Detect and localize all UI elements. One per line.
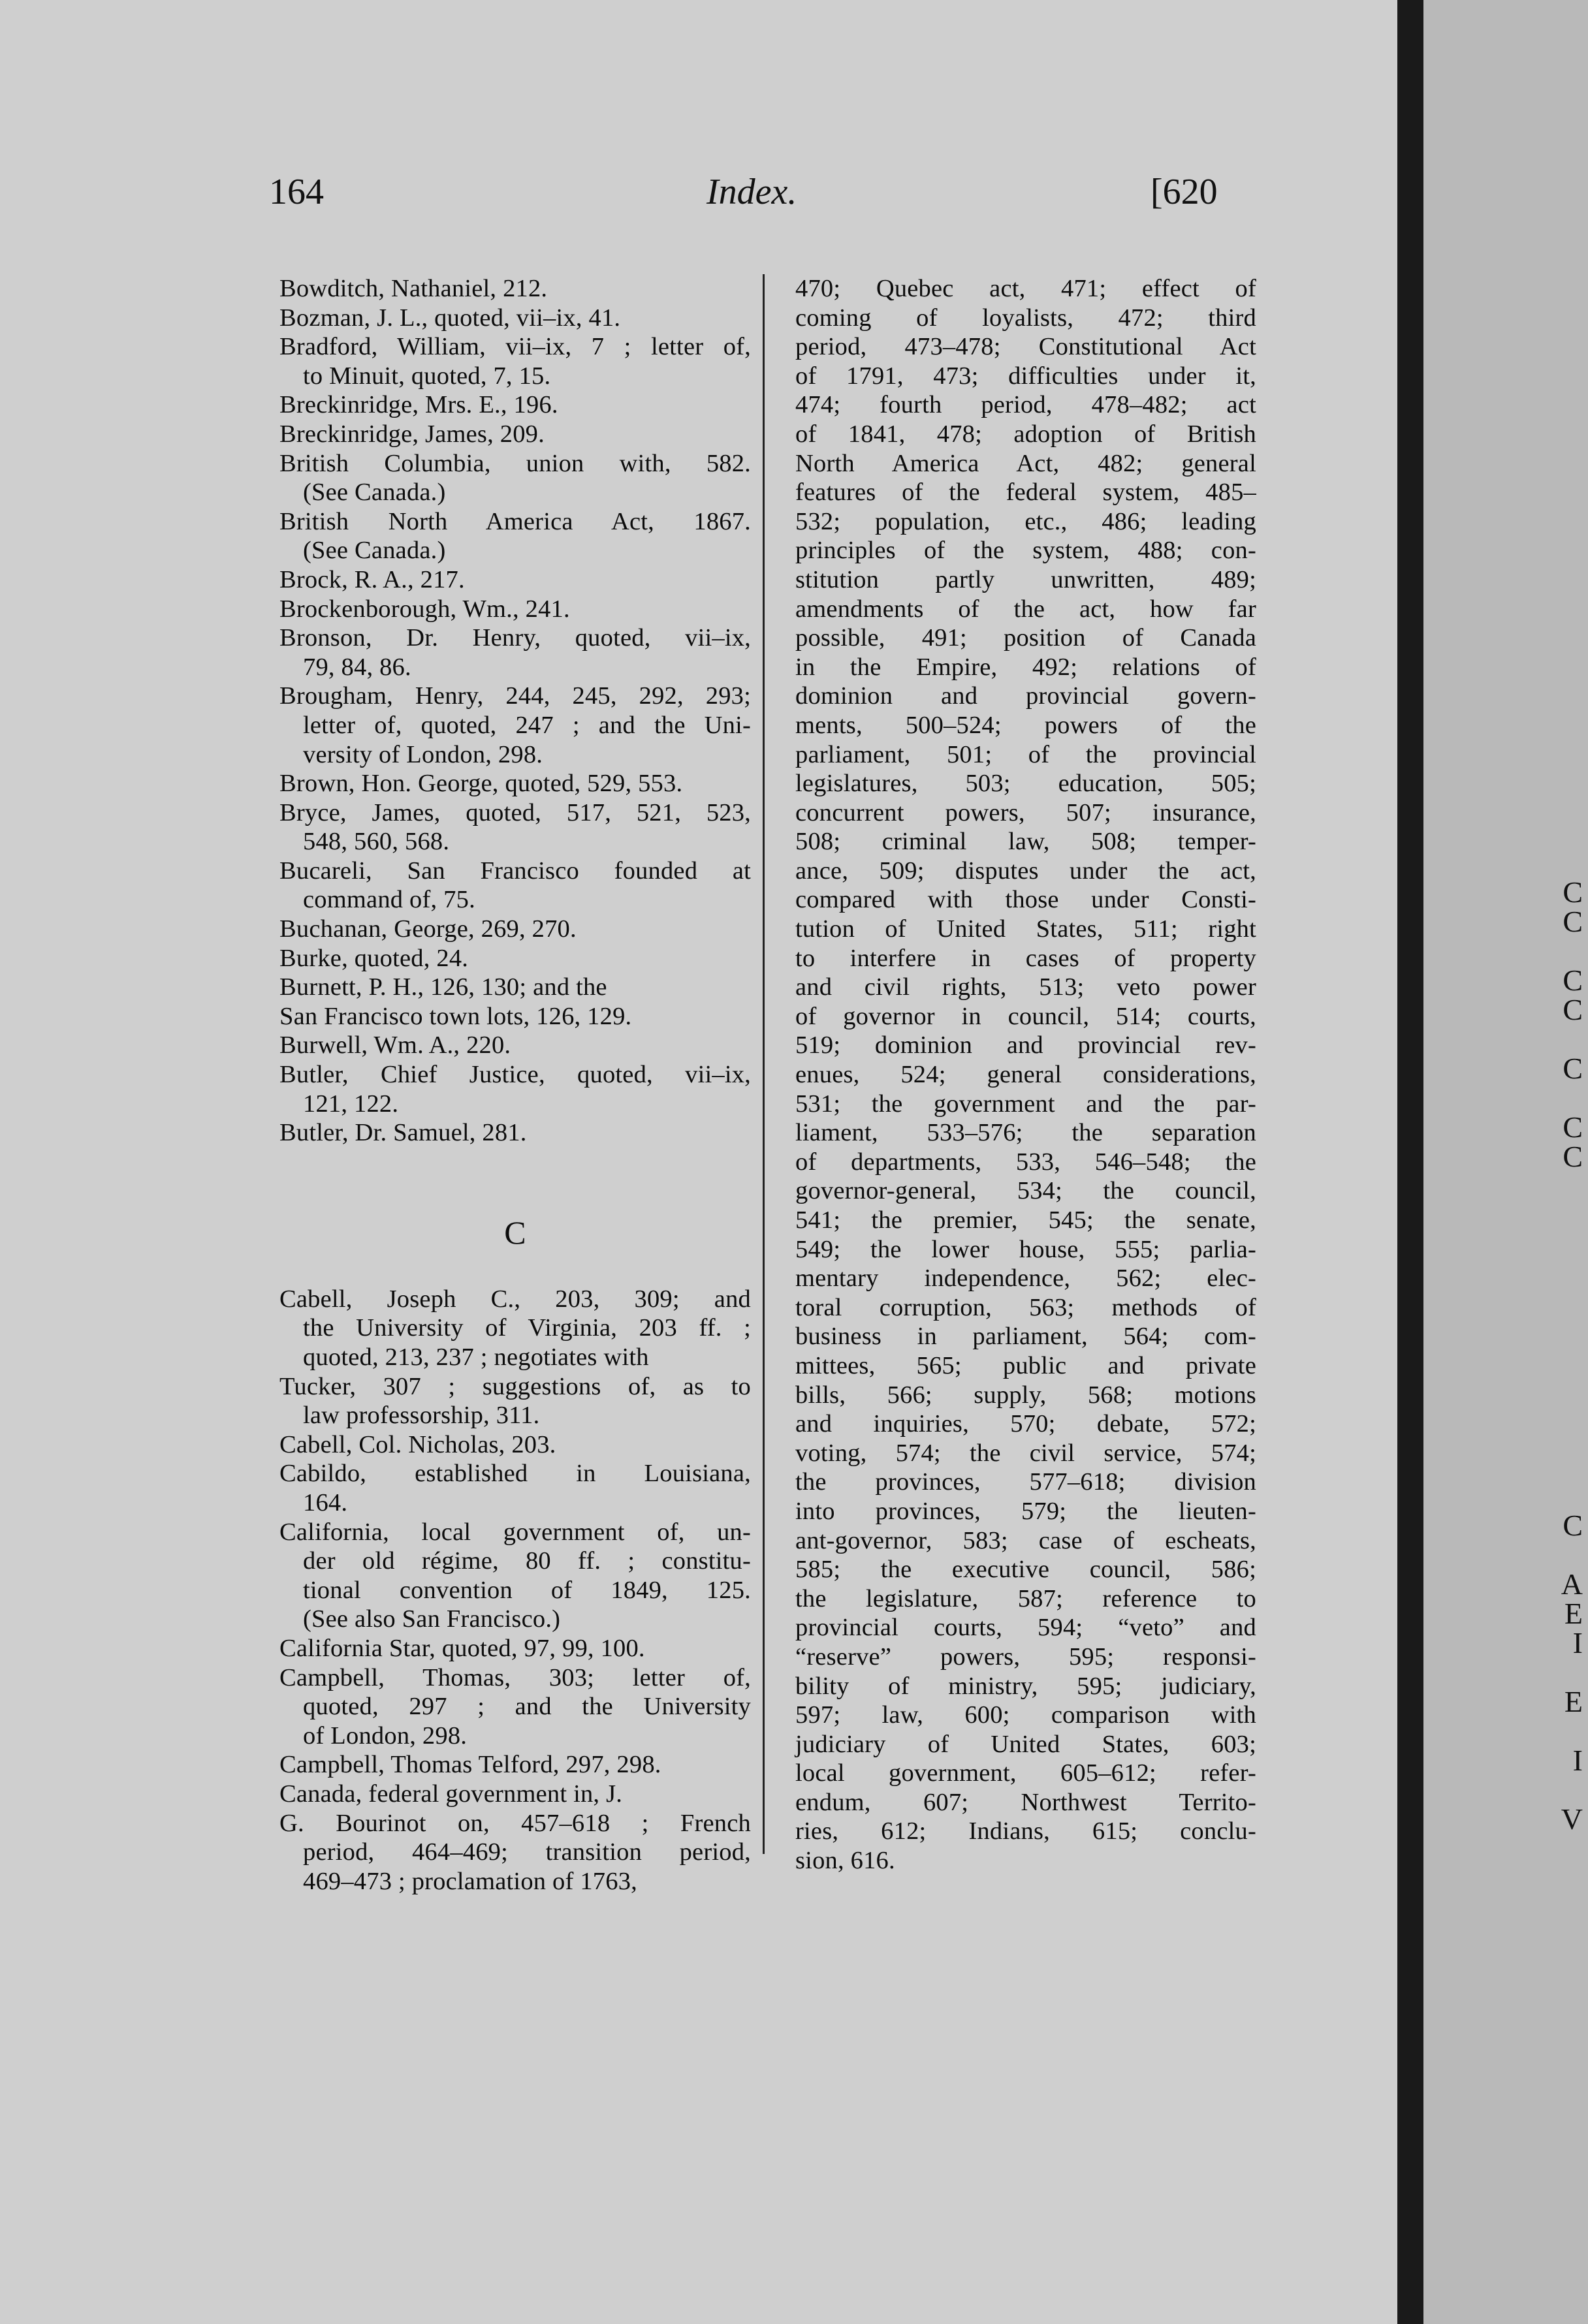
index-line: of governor in council, 514; courts, bbox=[795, 1002, 1256, 1030]
index-line: Campbell, Thomas Telford, 297, 298. bbox=[279, 1751, 661, 1779]
index-line: command of, 75. bbox=[303, 886, 475, 914]
index-line: 164. bbox=[303, 1488, 348, 1516]
index-line: the University of Virginia, 203 ff. ; bbox=[303, 1314, 751, 1342]
index-line: mittees, 565; public and private bbox=[795, 1351, 1256, 1379]
index-line: liament, 533–576; the separation bbox=[795, 1119, 1256, 1147]
index-line: coming of loyalists, 472; third bbox=[795, 304, 1256, 332]
index-line: Brougham, Henry, 244, 245, 292, 293; bbox=[279, 682, 751, 710]
adjacent-page-letter: C bbox=[1563, 1509, 1583, 1542]
index-line: Bozman, J. L., quoted, vii–ix, 41. bbox=[279, 304, 621, 332]
index-line: Burwell, Wm. A., 220. bbox=[279, 1031, 511, 1060]
adjacent-page-letter: E bbox=[1564, 1685, 1583, 1718]
index-line: business in parliament, 564; com- bbox=[795, 1323, 1256, 1351]
index-line: ance, 509; disputes under the act, bbox=[795, 856, 1256, 885]
index-line: Breckinridge, James, 209. bbox=[279, 420, 545, 448]
index-line: Bowditch, Nathaniel, 212. bbox=[279, 275, 548, 302]
index-line: and civil rights, 513; veto power bbox=[795, 973, 1256, 1001]
index-line: (See Canada.) bbox=[303, 537, 446, 565]
index-column-left bbox=[279, 274, 751, 1896]
index-line: Cabell, Col. Nicholas, 203. bbox=[279, 1430, 556, 1458]
index-line: Campbell, Thomas, 303; letter of, bbox=[279, 1663, 751, 1691]
index-line: the legislature, 587; reference to bbox=[795, 1584, 1256, 1612]
gutter-shadow bbox=[1397, 0, 1423, 2324]
index-line: compared with those under Consti- bbox=[795, 886, 1256, 914]
index-line: in the Empire, 492; relations of bbox=[795, 653, 1256, 681]
index-line: Bryce, James, quoted, 517, 521, 523, bbox=[279, 798, 751, 826]
index-line: sion, 616. bbox=[795, 1847, 895, 1875]
index-line: Canada, federal government in, J. bbox=[279, 1780, 623, 1808]
index-line: possible, 491; position of Canada bbox=[795, 624, 1256, 652]
index-line: 549; the lower house, 555; parlia- bbox=[795, 1235, 1256, 1263]
index-line: der old régime, 80 ff. ; constitu- bbox=[303, 1547, 751, 1575]
index-line: 532; population, etc., 486; leading bbox=[795, 507, 1256, 535]
index-line: the provinces, 577–618; division bbox=[795, 1468, 1256, 1496]
index-line: stitution partly unwritten, 489; bbox=[795, 565, 1256, 593]
index-line: Brockenborough, Wm., 241. bbox=[279, 595, 570, 623]
index-line: parliament, 501; of the provincial bbox=[795, 740, 1256, 768]
index-column-right bbox=[795, 274, 1256, 1876]
index-line: ant-governor, 583; case of escheats, bbox=[795, 1526, 1256, 1554]
index-line: concurrent powers, 507; insurance, bbox=[795, 798, 1256, 826]
index-line: toral corruption, 563; methods of bbox=[795, 1293, 1256, 1321]
index-line: Bronson, Dr. Henry, quoted, vii–ix, bbox=[279, 624, 751, 652]
index-line: 508; criminal law, 508; temper- bbox=[795, 828, 1256, 856]
index-line: governor-general, 534; the council, bbox=[795, 1177, 1256, 1205]
index-line: legislatures, 503; education, 505; bbox=[795, 770, 1256, 798]
index-line: tional convention of 1849, 125. bbox=[303, 1576, 751, 1604]
index-line: voting, 574; the civil service, 574; bbox=[795, 1439, 1256, 1467]
index-line: bility of ministry, 595; judiciary, bbox=[795, 1672, 1256, 1700]
index-line: letter of, quoted, 247 ; and the Uni- bbox=[303, 711, 751, 739]
index-line: quoted, 213, 237 ; negotiates with bbox=[303, 1343, 649, 1371]
adjacent-page-letter: C bbox=[1563, 1052, 1583, 1085]
page-number-right: [620 bbox=[1151, 172, 1218, 212]
adjacent-page-letter: C bbox=[1563, 875, 1583, 909]
adjacent-page-letter: C bbox=[1563, 1140, 1583, 1173]
index-line: and inquiries, 570; debate, 572; bbox=[795, 1410, 1256, 1438]
index-line: Burnett, P. H., 126, 130; and the bbox=[279, 973, 607, 1001]
index-line: Brock, R. A., 217. bbox=[279, 565, 465, 593]
index-line: Burke, quoted, 24. bbox=[279, 944, 469, 972]
adjacent-page-letter: C bbox=[1563, 964, 1583, 997]
index-line: endum, 607; Northwest Territo- bbox=[795, 1788, 1256, 1816]
adjacent-page-letter: V bbox=[1561, 1802, 1583, 1836]
column-divider bbox=[763, 274, 765, 1854]
adjacent-page-letter: C bbox=[1563, 1110, 1583, 1144]
index-line: (See Canada.) bbox=[303, 479, 446, 507]
adjacent-page-letter: C bbox=[1563, 993, 1583, 1026]
index-line: local government, 605–612; refer- bbox=[795, 1759, 1256, 1787]
adjacent-page-letter: A bbox=[1561, 1567, 1583, 1601]
index-line: amendments of the act, how far bbox=[795, 595, 1256, 623]
index-line: of departments, 533, 546–548; the bbox=[795, 1148, 1256, 1176]
index-line: bills, 566; supply, 568; motions bbox=[795, 1381, 1256, 1409]
index-line: Buchanan, George, 269, 270. bbox=[279, 915, 577, 943]
index-line: California Star, quoted, 97, 99, 100. bbox=[279, 1634, 645, 1662]
index-line: Cabell, Joseph C., 203, 309; and bbox=[279, 1285, 751, 1313]
index-line: British North America Act, 1867. bbox=[279, 507, 751, 535]
index-line: mentary independence, 562; elec- bbox=[795, 1264, 1256, 1293]
index-line: 519; dominion and provincial rev- bbox=[795, 1031, 1256, 1060]
index-line: 121, 122. bbox=[303, 1090, 399, 1118]
index-line: British Columbia, union with, 582. bbox=[279, 449, 751, 477]
index-line: versity of London, 298. bbox=[303, 740, 543, 768]
index-line: of London, 298. bbox=[303, 1721, 468, 1750]
index-line: 79, 84, 86. bbox=[303, 653, 411, 681]
index-line: Bucareli, San Francisco founded at bbox=[279, 856, 751, 885]
index-line: Butler, Chief Justice, quoted, vii–ix, bbox=[279, 1061, 751, 1089]
index-line: into provinces, 579; the lieuten- bbox=[795, 1497, 1256, 1525]
index-line: Brown, Hon. George, quoted, 529, 553. bbox=[279, 770, 683, 798]
index-line: principles of the system, 488; con- bbox=[795, 537, 1256, 565]
adjacent-page-edge bbox=[1423, 0, 1588, 2324]
index-line: Tucker, 307 ; suggestions of, as to bbox=[279, 1372, 751, 1400]
index-line: to interfere in cases of property bbox=[795, 944, 1256, 972]
index-line: G. Bourinot on, 457–618 ; French bbox=[279, 1809, 751, 1837]
index-line: 597; law, 600; comparison with bbox=[795, 1701, 1256, 1729]
adjacent-page-letter: I bbox=[1572, 1626, 1583, 1659]
index-line: quoted, 297 ; and the University bbox=[303, 1693, 751, 1721]
page-header bbox=[0, 171, 1397, 223]
index-line: California, local government of, un- bbox=[279, 1518, 751, 1546]
index-line: San Francisco town lots, 126, 129. bbox=[279, 1002, 632, 1030]
index-line: 541; the premier, 545; the senate, bbox=[795, 1206, 1256, 1234]
index-line: (See also San Francisco.) bbox=[303, 1605, 561, 1633]
index-line: dominion and provincial govern- bbox=[795, 682, 1256, 710]
page-number-left: 164 bbox=[269, 172, 324, 212]
index-line: to Minuit, quoted, 7, 15. bbox=[303, 362, 551, 390]
index-line: Bradford, William, vii–ix, 7 ; letter of, bbox=[279, 333, 751, 361]
index-line: enues, 524; general considerations, bbox=[795, 1061, 1256, 1089]
index-line: of 1841, 478; adoption of British bbox=[795, 420, 1256, 448]
index-line: 548, 560, 568. bbox=[303, 828, 450, 856]
index-line: “reserve” powers, 595; responsi- bbox=[795, 1642, 1256, 1671]
index-line: period, 464–469; transition period, bbox=[303, 1838, 751, 1866]
index-line: ments, 500–524; powers of the bbox=[795, 711, 1256, 739]
index-line: 469–473 ; proclamation of 1763, bbox=[303, 1867, 637, 1895]
index-line: provincial courts, 594; “veto” and bbox=[795, 1614, 1256, 1642]
index-line: law professorship, 311. bbox=[303, 1402, 540, 1430]
index-line: features of the federal system, 485– bbox=[795, 479, 1256, 507]
index-line: of 1791, 473; difficulties under it, bbox=[795, 362, 1256, 390]
index-line: 531; the government and the par- bbox=[795, 1090, 1256, 1118]
index-line: 585; the executive council, 586; bbox=[795, 1556, 1256, 1584]
index-line: ries, 612; Indians, 615; conclu- bbox=[795, 1817, 1256, 1845]
index-line: judiciary of United States, 603; bbox=[795, 1730, 1256, 1758]
index-line: 474; fourth period, 478–482; act bbox=[795, 391, 1256, 419]
index-line: tution of United States, 511; right bbox=[795, 915, 1256, 943]
index-line: 470; Quebec act, 471; effect of bbox=[795, 275, 1256, 302]
adjacent-page-letter: I bbox=[1572, 1744, 1583, 1777]
running-title: Index. bbox=[707, 172, 797, 212]
section-letter-heading: C bbox=[504, 1214, 526, 1251]
adjacent-page-letter: C bbox=[1563, 905, 1583, 938]
index-line: Cabildo, established in Louisiana, bbox=[279, 1460, 751, 1488]
index-line: Breckinridge, Mrs. E., 196. bbox=[279, 391, 558, 419]
index-line: period, 473–478; Constitutional Act bbox=[795, 333, 1256, 361]
index-line: North America Act, 482; general bbox=[795, 449, 1256, 477]
adjacent-page-letter: E bbox=[1564, 1597, 1583, 1630]
index-line: Butler, Dr. Samuel, 281. bbox=[279, 1119, 527, 1147]
